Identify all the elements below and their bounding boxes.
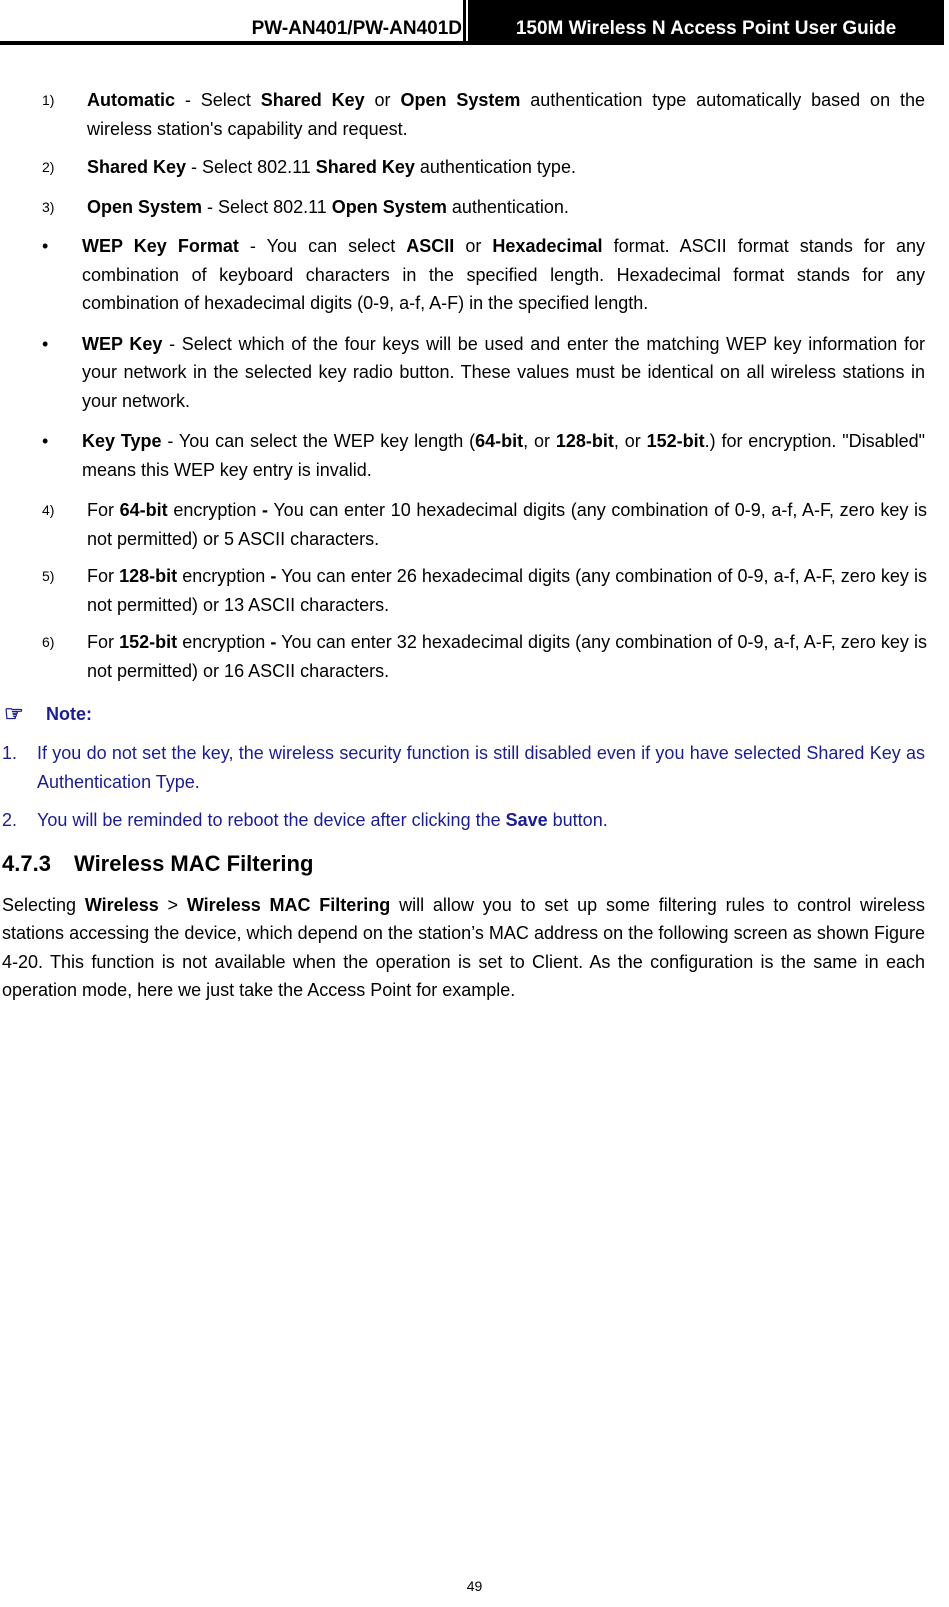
wep-bullet-item: • WEP Key - Select which of the four keys will be used and enter the matching WEP key information for your network in the selected key radio button. These values must be identical on all wireless stations in your network. [0, 330, 949, 416]
bullet-dot: • [42, 431, 49, 451]
note-number: 2. [2, 810, 18, 830]
header-guide-title: 150M Wireless N Access Point User Guide [468, 0, 944, 42]
auth-option-item: 1) Automatic - Select Shared Key or Open System authentication type automatically based on the wireless station's capability and request. [0, 86, 949, 143]
auth-option-item: 2) Shared Key - Select 802.11 Shared Key authentication type. [0, 153, 949, 182]
key-length-item: 4) For 64-bit encryption - You can enter 10 hexadecimal digits (any combination of 0-9, a-f, A-F, zero key is not permitted) or 5 ASCII characters. [0, 496, 949, 553]
key-length-item: 5) For 128-bit encryption - You can enter 26 hexadecimal digits (any combination of 0-9, a-f, A-F, zero key is not permitted) or 13 ASCII characters. [0, 562, 949, 619]
header-separator [463, 0, 466, 42]
note-list [0, 739, 949, 835]
list-number: 5) [42, 568, 55, 584]
header-model: PW-AN401/PW-AN401D [251, 18, 462, 39]
key-length-item: 6) For 152-bit encryption - You can enter 32 hexadecimal digits (any combination of 0-9, a-f, A-F, zero key is not permitted) or 16 ASCII characters. [0, 628, 949, 685]
wep-bullets-list [0, 232, 949, 484]
bullet-title: WEP Key Format [82, 236, 239, 256]
list-number: 4) [42, 502, 55, 518]
note-item: 2. You will be reminded to reboot the device after clicking the Save button. [0, 806, 949, 835]
bullet-title: Key Type [82, 431, 162, 451]
page-header [0, 0, 944, 46]
section-number: 4.7.3 [2, 850, 51, 876]
list-number: 3) [42, 198, 55, 215]
option-title: Automatic [87, 90, 176, 110]
section-heading [0, 849, 949, 879]
page-content [0, 86, 949, 1005]
note-title: Note: [46, 704, 92, 724]
note-heading [0, 699, 949, 729]
header-rule [0, 41, 944, 45]
note-number: 1. [2, 743, 18, 763]
auth-option-item: 3) Open System - Select 802.11 Open System authentication. [0, 193, 949, 222]
pointing-hand-icon: ☞ [4, 701, 24, 726]
wep-bullet-item: • Key Type - You can select the WEP key length (64-bit, or 128-bit, or 152-bit.) for encryption. "Disabled" means this WEP key entry is invalid. [0, 427, 949, 484]
list-number: 1) [42, 92, 55, 108]
bullet-title: WEP Key [82, 333, 163, 354]
section-title: Wireless MAC Filtering [74, 850, 314, 876]
note-item: 1. If you do not set the key, the wireless security function is still disabled even if you have selected Shared Key as Authentication Type. [0, 739, 949, 796]
section-body: Selecting Wireless > Wireless MAC Filtering will allow you to set up some filtering rules to control wireless stations accessing the device, which depend on the station’s MAC address on the following screen as shown Figure 4-20. This function is not available when the operation is set to Client. As the configuration is the same in each operation mode, here we just take the Access Point for example. [2, 894, 926, 1000]
option-title: Open System [87, 196, 203, 217]
option-title: Shared Key [87, 157, 187, 177]
key-length-list [0, 496, 949, 685]
list-number: 2) [42, 159, 55, 175]
page-number: 49 [466, 1578, 483, 1594]
bullet-dot: • [42, 333, 49, 354]
auth-options-list [0, 86, 949, 221]
bullet-dot: • [42, 236, 49, 256]
list-number: 6) [42, 634, 55, 650]
wep-bullet-item: • WEP Key Format - You can select ASCII or Hexadecimal format. ASCII format stands for any combination of keyboard characters in the specified length. Hexadecimal format stands for any combination of hexadecimal digits (0-9, a-f, A-F) in the specified length. [0, 232, 949, 318]
